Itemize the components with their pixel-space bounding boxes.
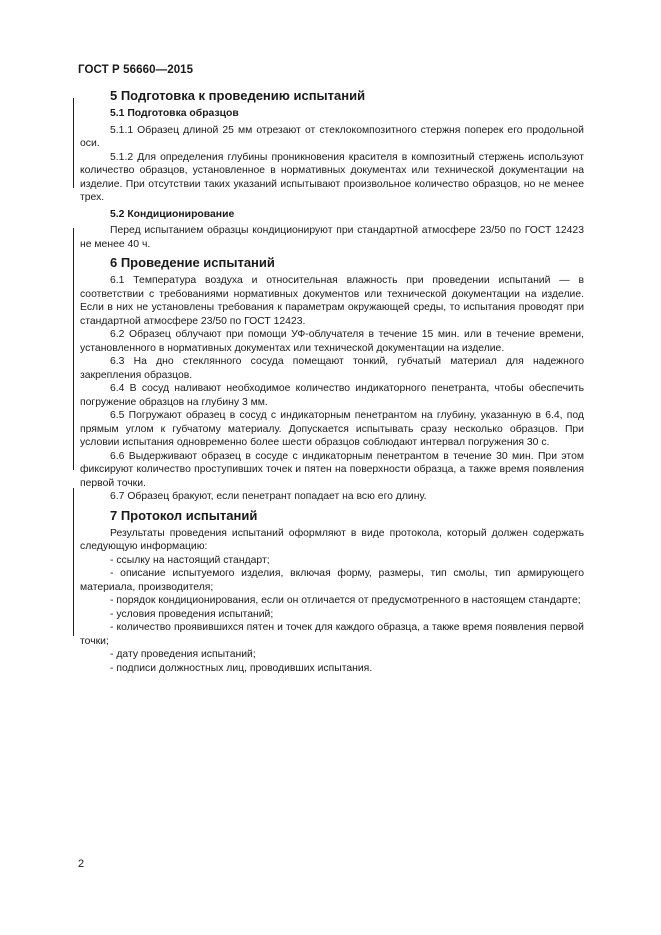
list-item: - ссылку на настоящий стандарт; (110, 554, 270, 566)
paragraph-6-5: 6.5 Погружают образец в сосуд с индикаторным пенетрантом на глубину, указанную в 6.4, под прямым углом к губчатому материалу. Допускается испытывать сразу несколько образцов. При условии испытания одновременно более шести образцов соблюдают интервал погружения 30 с. (80, 410, 584, 448)
paragraph-6-4: 6.4 В сосуд наливают необходимое количество индикаторного пенетранта, чтобы обеспечить погружение образцов на глубину 3 мм. (80, 383, 584, 408)
revision-bar-2 (73, 228, 74, 470)
section-6-title: 6 Проведение испытаний (110, 255, 275, 270)
paragraph-5-2: Перед испытанием образцы кондиционируют при стандартной атмосфере 23/50 по ГОСТ 12423 не менее 40 ч. (80, 225, 584, 250)
list-item: - дату проведения испытаний; (110, 649, 256, 660)
paragraph-7-intro: Результаты проведения испытаний оформляют в виде протокола, который должен содержать следующую информацию: (80, 527, 584, 552)
paragraph-6-7: 6.7 Образец бракуют, если пенетрант попадает на всю его длину. (110, 491, 427, 502)
subsection-5-2-title: 5.2 Кондиционирование (110, 208, 235, 220)
list-item: - условия проведения испытаний; (110, 608, 274, 620)
list-item: - порядок кондиционирования, если он отличается от предусмотренного в настоящем стандарте; (110, 595, 581, 606)
paragraph-6-3: 6.3 На дно стеклянного сосуда помещают тонкий, губчатый материал для надежного закрепления образцов. (80, 356, 584, 381)
document-body (80, 88, 584, 675)
paragraph-5-1-1: 5.1.1 Образец длиной 25 мм отрезают от стеклокомпозитного стержня поперек его продольной оси. (80, 124, 584, 149)
revision-bar-1 (73, 98, 74, 188)
paragraph-6-2: 6.2 Образец облучают при помощи УФ-облучателя в течение 15 мин. или в течение времени, установленного в нормативных документах или технической документации на изделие. (80, 329, 584, 354)
section-5-title: 5 Подготовка к проведению испытаний (110, 88, 366, 103)
page-number: 2 (78, 858, 85, 870)
paragraph-5-1-2: 5.1.2 Для определения глубины проникновения красителя в композитный стержень используют количество образцов, установленное в нормативных документах или технической документации на изделие. При отсутствии таких указаний испытывают произвольное количество образцов, но не менее трех. (80, 151, 584, 203)
list-item: - подписи должностных лиц, проводивших испытания. (110, 662, 373, 674)
standard-header: ГОСТ Р 56660—2015 (78, 64, 194, 76)
section-7-title: 7 Протокол испытаний (110, 507, 258, 523)
list-item: - количество проявившихся пятен и точек для каждого образца, а также время появления первой точки; (80, 622, 584, 647)
paragraph-6-1: 6.1 Температура воздуха и относительная влажность при проведении испытаний — в соответствии с требованиями нормативных документов или технической документации на изделие. Если в них не установлены требования к параметрам окружающей среды, то испытания проводят при стандартной атмосфере 23/50 по ГОСТ 12423. (80, 275, 584, 327)
subsection-5-1-title: 5.1 Подготовка образцов (110, 108, 239, 119)
revision-bar-3 (73, 488, 74, 636)
paragraph-6-6: 6.6 Выдерживают образец в сосуде с индикаторным пенетрантом в течение 30 мин. При этом фиксируют количество проступивших точек и пятен на поверхности образца, а также время появления первой точки. (80, 450, 584, 489)
list-item: - описание испытуемого изделия, включая форму, размеры, тип смолы, тип армирующего материала, производителя; (80, 568, 584, 593)
